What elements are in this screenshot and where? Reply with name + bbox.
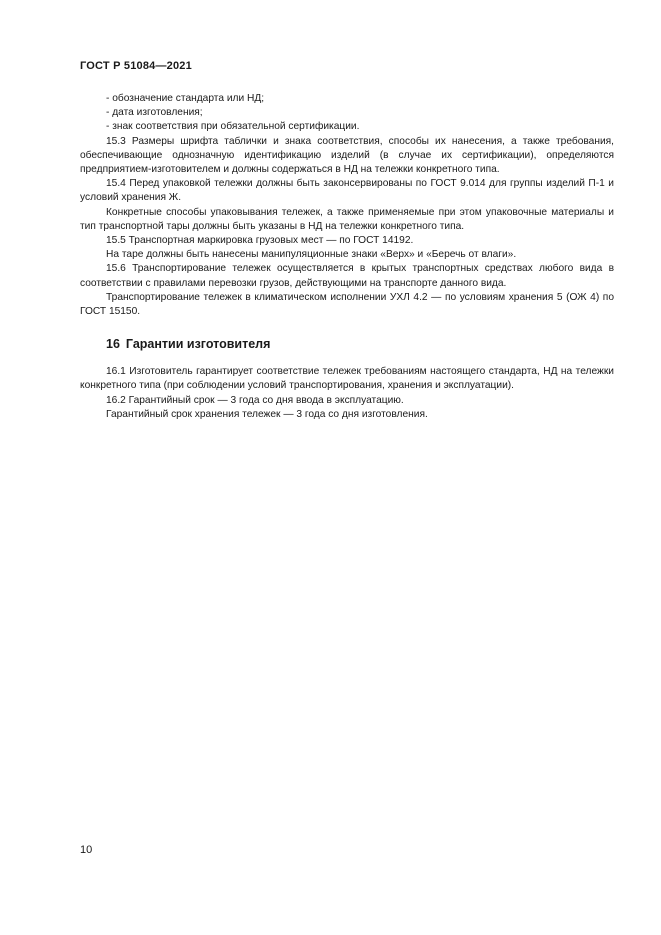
paragraph: На таре должны быть нанесены манипуляционные знаки «Верх» и «Беречь от влаги».: [106, 249, 517, 261]
paragraph: Гарантийный срок хранения тележек — 3 года со дня изготовления.: [106, 408, 428, 420]
section-number: 16: [106, 337, 120, 352]
paragraph: Транспортирование тележек в климатическом исполнении УХЛ 4.2 — по условиям хранения 5 (ОЖ 4) по ГОСТ 15150.: [80, 291, 614, 318]
section-title: Гарантии изготовителя: [125, 337, 271, 352]
paragraph-15-5: 15.5 Транспортная маркировка грузовых мест — по ГОСТ 14192.: [106, 235, 414, 247]
section-heading: [80, 336, 614, 352]
standard-header: ГОСТ Р 51084—2021: [80, 60, 192, 72]
list-item: - дата изготовления;: [106, 107, 203, 119]
paragraph-15-6: 15.6 Транспортирование тележек осуществляется в крытых транспортных средствах любого вида в соответствии с правилами перевозки грузов, действующими на транспорте данного вида.: [80, 263, 614, 289]
paragraph-15-4: 15.4 Перед упаковкой тележки должны быть законсервированы по ГОСТ 9.014 для группы изделий П-1 и условий хранения Ж.: [80, 178, 614, 204]
paragraph-16-1: 16.1 Изготовитель гарантирует соответствие тележек требованиям настоящего стандарта, НД на тележки конкретного типа (при соблюдении условий транспортирования, хранения и эксплуатации).: [80, 366, 614, 392]
list-item: - обозначение стандарта или НД;: [106, 93, 265, 104]
page-number: 10: [80, 844, 93, 856]
paragraph-16-2: 16.2 Гарантийный срок — 3 года со дня ввода в эксплуатацию.: [106, 394, 404, 406]
page-content: [80, 92, 614, 422]
paragraph: Конкретные способы упаковывания тележек, а также применяемые при этом упаковочные материалы и тип транспортной тары должны быть указаны в НД на тележки конкретного типа.: [80, 206, 614, 232]
paragraph-15-3: 15.3 Размеры шрифта таблички и знака соответствия, способы их нанесения, а также требования, обеспечивающие однозначную идентификацию изделий (в случае их сертификации), определяются предприятием-изготовителем и должны содержаться в НД на тележки конкретного типа.: [80, 135, 614, 176]
list-item: - знак соответствия при обязательной сертификации.: [106, 121, 360, 133]
